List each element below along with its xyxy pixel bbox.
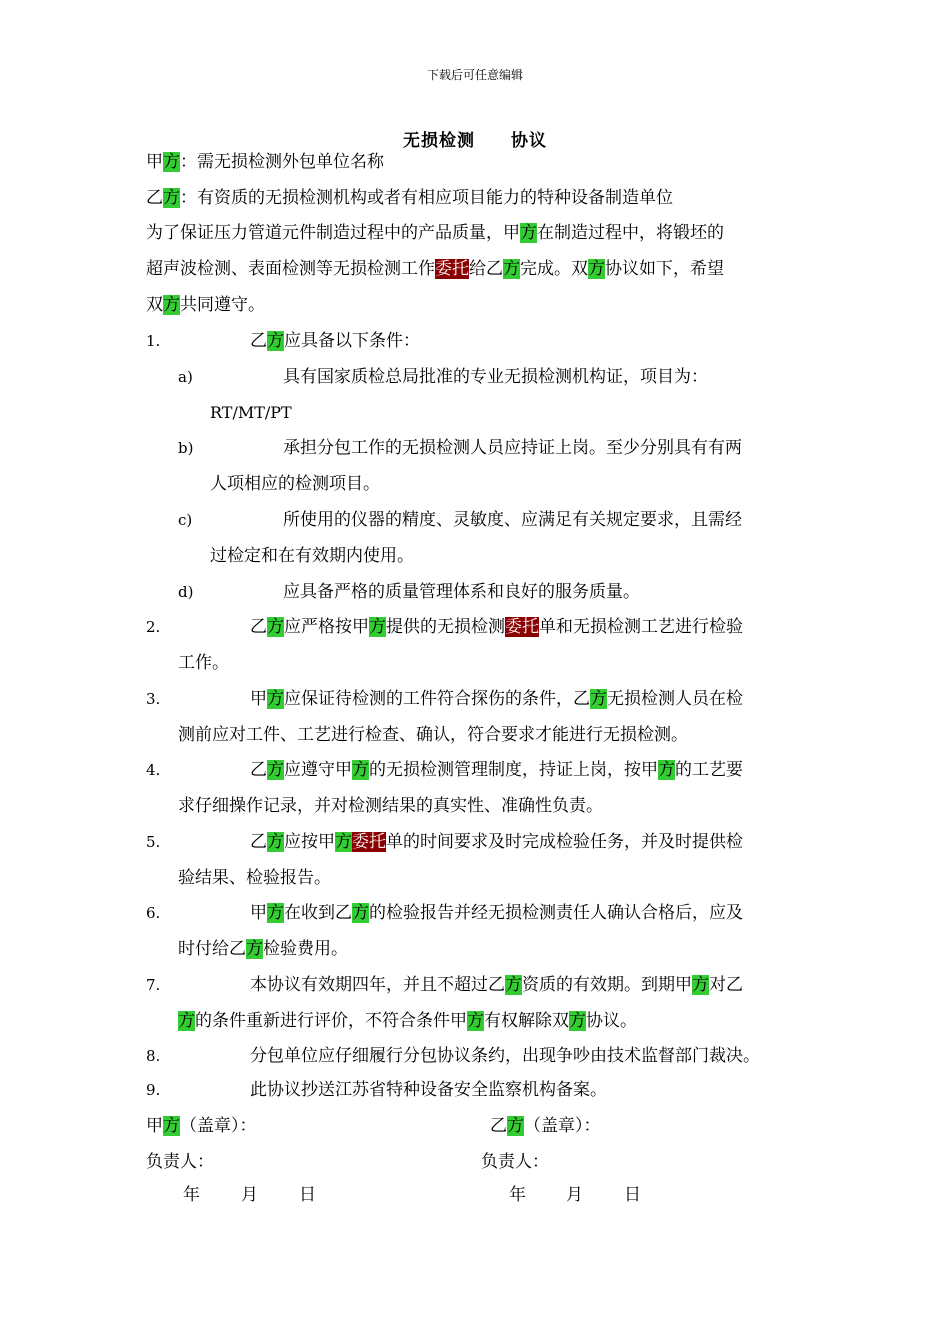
sub-c-label: c): [178, 511, 193, 529]
item-6-number: 6.: [146, 904, 161, 922]
item-4-text: 乙方应遵守甲方的无损检测管理制度，持证上岗，按甲方的工艺要: [250, 760, 743, 780]
item-1-number: 1.: [146, 332, 161, 350]
party-a-month: 月: [241, 1185, 258, 1205]
item-5-number: 5.: [146, 833, 161, 851]
item-9-text: 此协议抄送江苏省特种设备安全监察机构备案。: [250, 1080, 607, 1100]
party-b-year: 年: [509, 1185, 526, 1205]
party-b-responsible-label: 负责人：: [481, 1152, 549, 1172]
item-5-text-cont: 验结果、检验报告。: [178, 868, 331, 888]
party-b-line: 乙方：有资质的无损检测机构或者有相应项目能力的特种设备制造单位: [146, 188, 673, 208]
intro-line-1: 为了保证压力管道元件制造过程中的产品质量，甲方在制造过程中，将锻坯的: [146, 223, 724, 243]
intro-line-3: 双方共同遵守。: [146, 295, 265, 315]
item-8-number: 8.: [146, 1047, 161, 1065]
sub-a-text: 具有国家质检总局批准的专业无损检测机构证，项目为：: [283, 367, 708, 387]
item-9-number: 9.: [146, 1081, 161, 1099]
party-b-month: 月: [566, 1185, 583, 1205]
sub-b-text-cont: 人项相应的检测项目。: [210, 474, 380, 494]
item-7-text: 本协议有效期四年，并且不超过乙方资质的有效期。到期甲方对乙: [250, 975, 743, 995]
party-b-seal-label: 乙方（盖章）：: [490, 1116, 601, 1136]
item-3-text-cont: 测前应对工件、工艺进行检查、确认，符合要求才能进行无损检测。: [178, 725, 688, 745]
item-2-text-cont: 工作。: [178, 653, 229, 673]
party-a-year: 年: [183, 1185, 200, 1205]
item-7-text-cont: 方的条件重新进行评价，不符合条件甲方有权解除双方协议。: [178, 1011, 637, 1031]
sub-b-text: 承担分包工作的无损检测人员应持证上岗。至少分别具有有两: [283, 438, 742, 458]
sub-d-label: d): [178, 583, 194, 601]
party-a-line: 甲方：需无损检测外包单位名称: [146, 152, 384, 172]
item-2-text: 乙方应严格按甲方提供的无损检测委托单和无损检测工艺进行检验: [250, 617, 743, 637]
item-2-number: 2.: [146, 618, 161, 636]
item-6-text: 甲方在收到乙方的检验报告并经无损检测责任人确认合格后，应及: [250, 903, 743, 923]
item-4-text-cont: 求仔细操作记录，并对检测结果的真实性、准确性负责。: [178, 796, 603, 816]
sub-d-text: 应具备严格的质量管理体系和良好的服务质量。: [283, 582, 640, 602]
party-a-seal-label: 甲方（盖章）：: [146, 1116, 257, 1136]
item-1-text: 乙方应具备以下条件：: [250, 331, 420, 351]
item-4-number: 4.: [146, 761, 161, 779]
page-header-note: 下载后可任意编辑: [426, 68, 523, 82]
sub-c-text-cont: 过检定和在有效期内使用。: [210, 546, 414, 566]
sub-c-text: 所使用的仪器的精度、灵敏度、应满足有关规定要求，且需经: [283, 510, 742, 530]
item-5-text: 乙方应按甲方委托单的时间要求及时完成检验任务，并及时提供检: [250, 832, 743, 852]
party-b-day: 日: [624, 1185, 641, 1205]
party-a-day: 日: [299, 1185, 316, 1205]
party-a-responsible-label: 负责人：: [146, 1152, 214, 1172]
sub-a-label: a): [178, 368, 193, 386]
item-3-text: 甲方应保证待检测的工件符合探伤的条件，乙方无损检测人员在检: [250, 689, 743, 709]
sub-b-label: b): [178, 439, 194, 457]
item-7-number: 7.: [146, 976, 161, 994]
intro-line-2: 超声波检测、表面检测等无损检测工作委托给乙方完成。双方协议如下，希望: [146, 259, 724, 279]
item-3-number: 3.: [146, 690, 161, 708]
item-6-text-cont: 时付给乙方检验费用。: [178, 939, 348, 959]
sub-a-text-cont: RT/MT/PT: [210, 403, 292, 422]
document-title: 无损检测 协议: [403, 131, 547, 151]
item-8-text: 分包单位应仔细履行分包协议条约，出现争吵由技术监督部门裁决。: [250, 1046, 760, 1066]
